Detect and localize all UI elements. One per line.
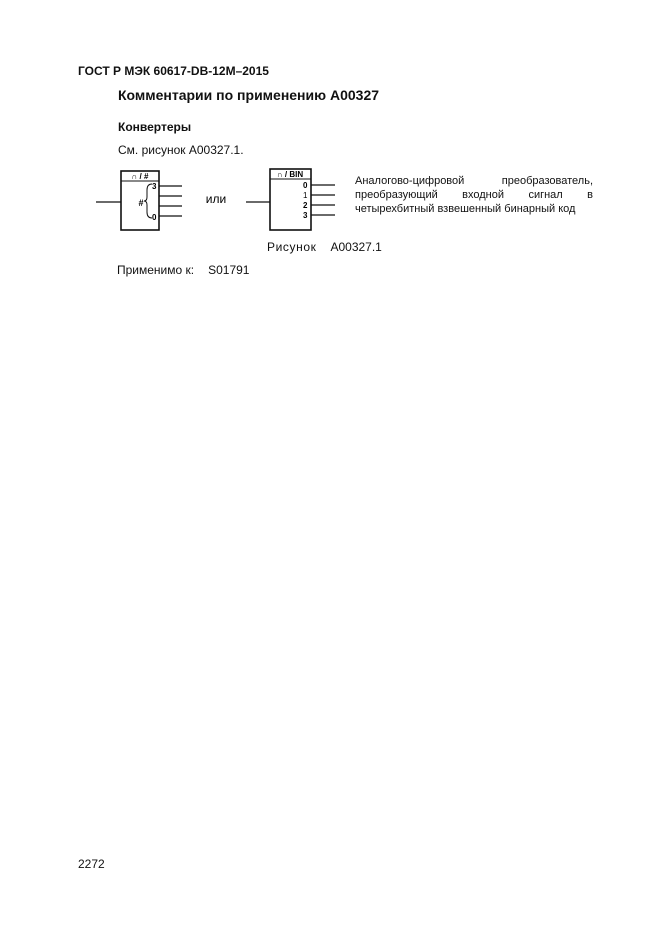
figure-caption [267,240,382,254]
symbol2-output-2: 2 [303,201,308,210]
caption-number: A00327.1 [330,240,382,254]
applies-label: Применимо к: [117,263,195,277]
symbol1-input-mark: # [138,198,144,208]
symbol-ad-converter-hash [96,171,182,230]
page-title: Комментарии по применению A00327 [118,87,380,103]
applies-code: S01791 [208,263,250,277]
symbol-ad-converter-bin [246,169,335,230]
section-heading: Конвертеры [118,120,192,134]
page-number: 2272 [78,857,105,871]
symbol2-output-3: 3 [303,211,308,220]
standard-code: ГОСТ Р МЭК 60617-DB-12M–2015 [78,64,269,78]
caption-word: Рисунок [267,240,317,254]
applies-to [117,263,249,277]
see-figure-text: См. рисунок A00327.1. [118,143,244,157]
symbol1-top-output: 3 [152,182,157,191]
symbol2-output-0: 0 [303,181,308,190]
symbol2-output-1: 1 [303,191,308,200]
symbol2-header: ∩ / BIN [276,170,304,179]
figure-description: Аналогово-цифровой преобразователь, преобразующий входной сигнал в четырехбитный взвешенный бинарный код [355,175,593,215]
symbol1-header: ∩ / # [131,172,149,181]
symbol1-bottom-output: 0 [152,213,157,222]
or-label: или [205,192,227,206]
brace-icon [144,184,152,218]
